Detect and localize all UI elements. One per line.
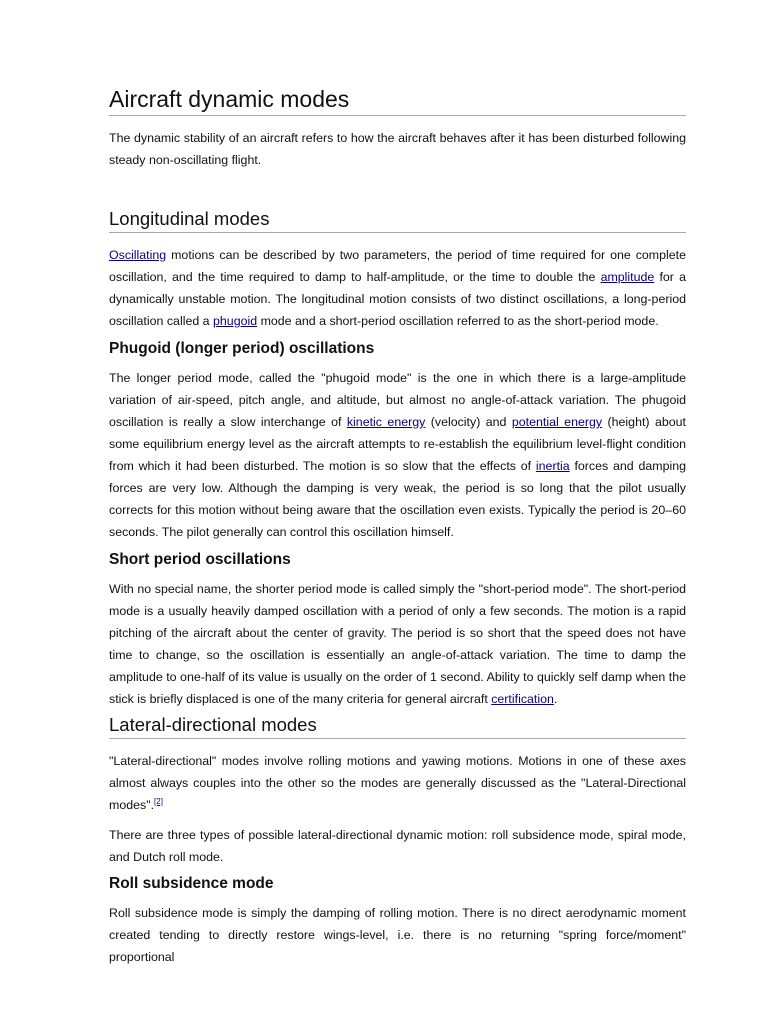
text-span: forces and damping forces are very low. Although the damping is very weak, the period is so long that the pilot usually corrects for this motion without being aware that the oscillation even exists. Typically the period is 20–60 seconds. The pilot generally can control this oscillation himself. <box>109 459 686 539</box>
text-span: With no special name, the shorter period mode is called simply the "short-period mode". The short-period mode is a usually heavily damped oscillation with a period of only a few seconds. The motion is a rapid pitching of the aircraft about the center of gravity. The period is so short that the speed does not have time to change, so the oscillation is essentially an angle-of-attack variation. The time to damp the amplitude to one-half of its value is usually on the order of 1 second. Ability to quickly self damp when the stick is briefly displaced is one of the many criteria for general aircraft <box>109 582 686 706</box>
link-phugoid[interactable]: phugoid <box>213 314 258 328</box>
intro-paragraph: The dynamic stability of an aircraft refers to how the aircraft behaves after it has been disturbed following steady non-oscillating flight. <box>109 131 686 167</box>
section-heading-short-period: Short period oscillations <box>109 551 291 568</box>
link-certification[interactable]: certification <box>491 692 554 706</box>
text-span: for a dynamically unstable motion. The longitudinal motion consists of two distinct oscillations, a long-period oscillation called a <box>109 270 686 328</box>
text-span: The longer period mode, called the "phugoid mode" is the one in which there is a large-amplitude variation of air-speed, pitch angle, and altitude, but almost no angle-of-attack variation. The phugoid oscillation is really a slow interchange of <box>109 371 686 429</box>
link-kinetic-energy[interactable]: kinetic energy <box>346 415 426 429</box>
text-span: . <box>553 692 558 706</box>
text-span: motions can be described by two parameters, the period of time required for one complete oscillation, and the time required to damp to half-amplitude, or the time to double the <box>109 248 686 284</box>
link-amplitude[interactable]: amplitude <box>600 270 655 284</box>
reference-link[interactable]: [2] <box>154 796 163 806</box>
link-oscillating[interactable]: Oscillating <box>109 248 167 262</box>
section-heading-longitudinal: Longitudinal modes <box>109 206 686 233</box>
longitudinal-paragraph <box>109 244 686 332</box>
text-span: (height) about some equilibrium energy level as the aircraft attempts to re-establish the equilibrium level-flight condition from which it had been disturbed. The motion is so slow that the effects of <box>109 415 686 473</box>
link-inertia[interactable]: inertia <box>535 459 570 473</box>
phugoid-paragraph <box>109 367 686 543</box>
section-heading-roll-subsidence: Roll subsidence mode <box>109 875 274 892</box>
page-title: Aircraft dynamic modes <box>109 84 686 116</box>
text-span: "Lateral-directional" modes involve rolling motions and yawing motions. Motions in one of these axes almost always couples into the other so the modes are generally discussed as the "Lateral-Directional modes". <box>109 754 686 812</box>
section-heading-lateral: Lateral-directional modes <box>109 712 686 739</box>
text-span: (velocity) and <box>425 415 512 429</box>
section-heading-phugoid: Phugoid (longer period) oscillations <box>109 340 375 357</box>
roll-subsidence-paragraph: Roll subsidence mode is simply the damping of rolling motion. There is no direct aerodynamic moment created tending to directly restore wings-level, i.e. there is no returning "spring force/moment" proportional <box>109 906 686 964</box>
lateral-paragraph-1 <box>109 750 686 816</box>
link-potential-energy[interactable]: potential energy <box>511 415 603 429</box>
short-period-paragraph <box>109 578 686 710</box>
lateral-paragraph-2: There are three types of possible lateral-directional dynamic motion: roll subsidence mode, spiral mode, and Dutch roll mode. <box>109 828 686 864</box>
text-span: mode and a short-period oscillation referred to as the short-period mode. <box>257 314 659 328</box>
article <box>109 84 686 968</box>
